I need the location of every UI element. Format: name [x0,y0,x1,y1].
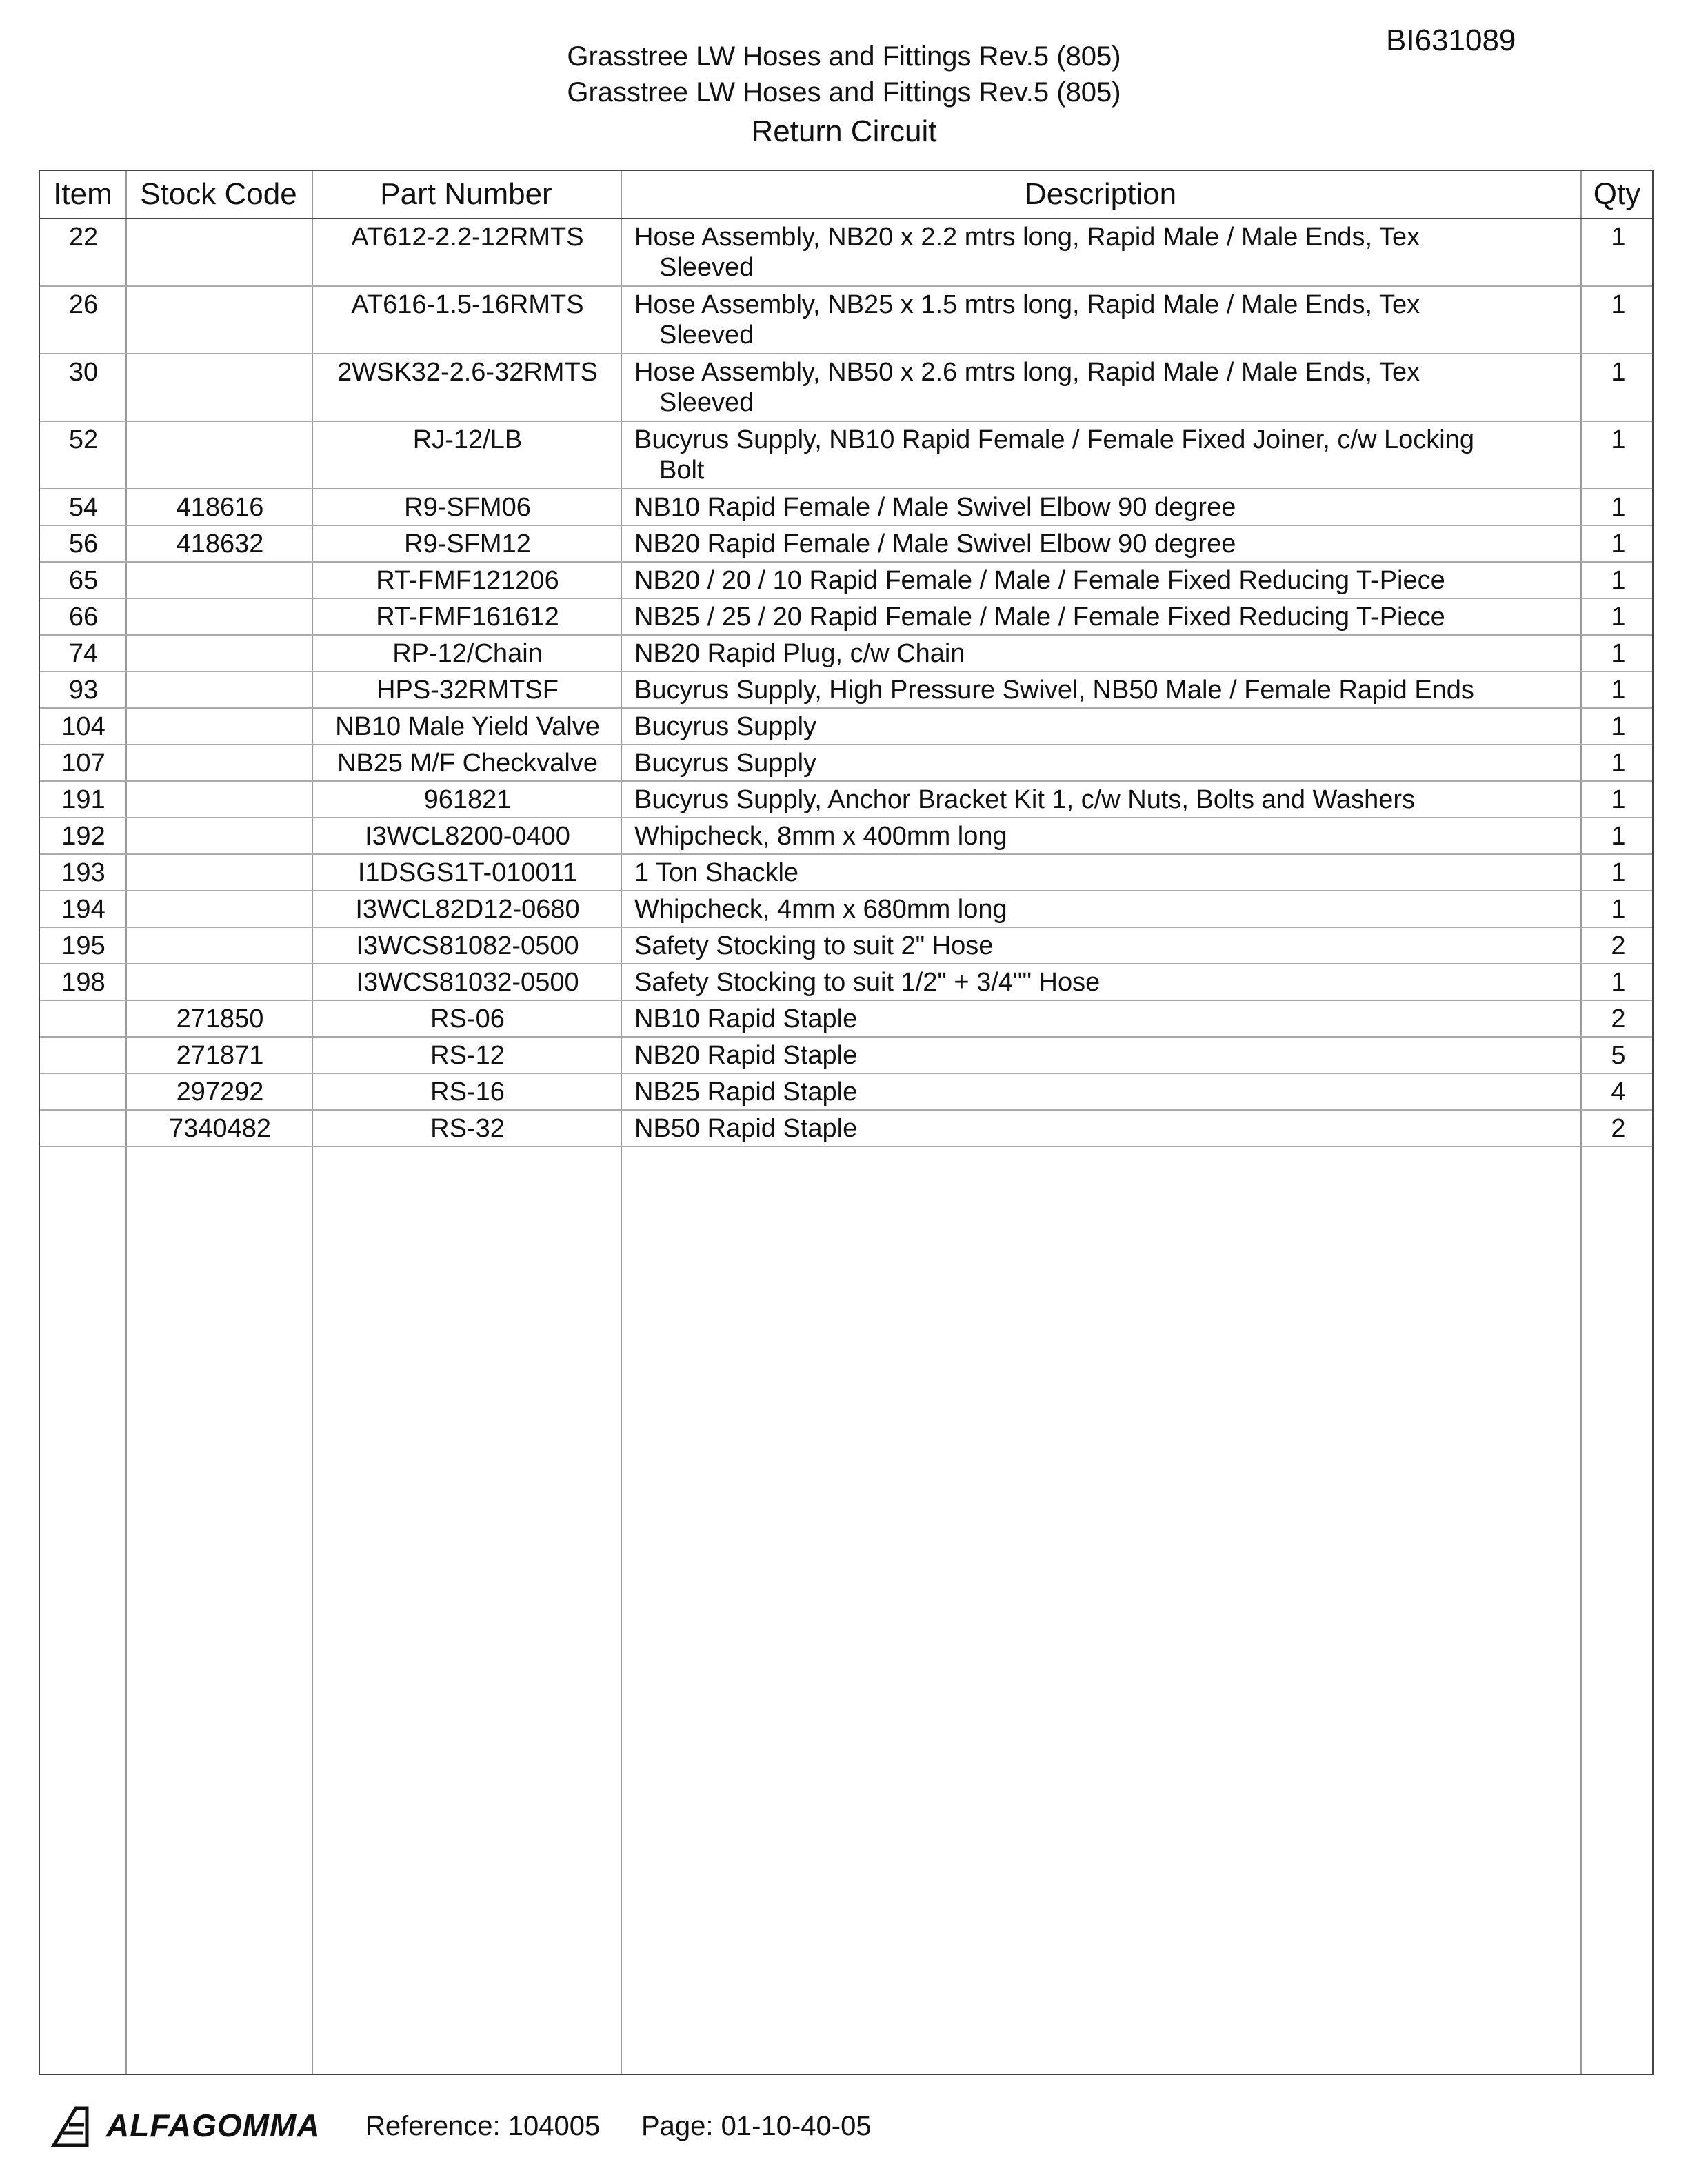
cell-qty: 1 [1611,290,1626,319]
cell-part-number: 2WSK32-2.6-32RMTS [336,358,598,387]
cell-part-number: RS-32 [430,1114,505,1143]
cell-description [634,222,1620,283]
cell-description [634,492,1620,523]
cell-item: 56 [68,529,99,558]
header-part-number: Part Number [380,177,552,211]
table-row [40,963,1652,1001]
cell-part-number: I3WCS81032-0500 [356,968,579,997]
cell-qty: 1 [1611,358,1626,387]
cell-description [634,967,1620,998]
table-row [40,598,1652,636]
cell-qty: 1 [1611,895,1626,924]
cell-item: 191 [61,785,106,814]
table-row [40,853,1652,891]
cell-part-number: NB10 Male Yield Valve [335,712,600,741]
cell-qty: 4 [1611,1078,1626,1106]
table-row [40,353,1652,422]
cell-stock-code: 418632 [176,529,264,558]
description-line: 1 Ton Shackle [634,858,799,887]
cell-stock-code: 7340482 [169,1114,271,1143]
cell-part-number: RS-06 [430,1004,505,1033]
cell-qty: 5 [1611,1041,1626,1070]
table-row [40,817,1652,855]
table-row [40,671,1652,709]
cell-stock-code: 418616 [176,493,264,522]
cell-qty: 1 [1611,968,1626,997]
footer [48,2101,1634,2150]
cell-item: 193 [61,858,106,887]
cell-description [634,1004,1620,1034]
table-row [40,285,1652,354]
reference [365,2111,600,2142]
cell-description [634,425,1620,485]
cell-qty: 1 [1611,603,1626,631]
description-line: Bucyrus Supply, NB10 Rapid Female / Female Fixed Joiner, c/w Locking [634,425,1474,454]
cell-stock-code: 271871 [176,1041,264,1070]
description-line: NB50 Rapid Staple [634,1114,858,1143]
cell-description [634,290,1620,350]
description-continuation: Sleeved [659,388,754,417]
table-row [40,744,1652,782]
alfagomma-logo-icon [48,2101,97,2150]
description-line: NB20 / 20 / 10 Rapid Female / Male / Female Fixed Reducing T-Piece [634,566,1445,595]
cell-part-number: HPS-32RMTSF [376,676,559,705]
cell-item: 54 [68,493,99,522]
reference-label: Reference: [365,2111,501,2141]
cell-item: 26 [68,290,99,319]
cell-qty: 1 [1611,712,1626,741]
table-row [40,1000,1652,1038]
cell-item: 65 [68,566,99,595]
description-continuation: Bolt [659,456,705,485]
cell-qty: 1 [1611,493,1626,522]
page-label: Page: [641,2111,714,2141]
cell-description [634,565,1620,596]
description-line: NB20 Rapid Plug, c/w Chain [634,639,965,668]
description-continuation: Sleeved [659,253,754,282]
cell-part-number: I3WCL82D12-0680 [355,895,580,924]
table-row [40,488,1652,526]
table-row [40,525,1652,563]
cell-qty: 2 [1611,1004,1626,1033]
cell-qty: 1 [1611,425,1626,454]
header-qty: Qty [1593,177,1641,211]
cell-description [634,931,1620,961]
table-row [40,561,1652,599]
cell-description [634,675,1620,705]
cell-part-number: RT-FMF121206 [376,566,559,595]
description-line: NB10 Rapid Female / Male Swivel Elbow 90 degree [634,493,1236,522]
table-row [40,780,1652,818]
header-item: Item [53,177,112,211]
cell-description [634,529,1620,559]
description-line: Whipcheck, 8mm x 400mm long [634,822,1007,851]
cell-qty: 2 [1611,931,1626,960]
table-row [40,927,1652,964]
description-line: Safety Stocking to suit 1/2" + 3/4"" Hose [634,968,1101,997]
cell-description [634,602,1620,632]
logo-text: ALFAGOMMA [106,2107,321,2143]
cell-qty: 1 [1611,566,1626,595]
cell-part-number: AT612-2.2-12RMTS [351,223,584,252]
cell-part-number: RJ-12/LB [412,425,523,454]
cell-item: 107 [61,749,106,778]
cell-item: 74 [68,639,99,668]
document-id: BI631089 [1386,23,1516,57]
description-line: Safety Stocking to suit 2" Hose [634,931,994,960]
description-line: NB20 Rapid Female / Male Swivel Elbow 90 degree [634,529,1236,558]
cell-description [634,748,1620,778]
subtitle: Return Circuit [751,114,937,148]
cell-part-number: I3WCL8200-0400 [365,822,570,851]
header-stock-code: Stock Code [140,177,297,211]
description-line: NB25 Rapid Staple [634,1078,858,1106]
table-row [40,421,1652,489]
cell-qty: 1 [1611,858,1626,887]
cell-part-number: RP-12/Chain [392,639,543,668]
cell-item: 198 [61,968,106,997]
description-line: NB10 Rapid Staple [634,1004,858,1033]
title-line-1: Grasstree LW Hoses and Fittings Rev.5 (805) [567,41,1121,72]
cell-description [634,1040,1620,1071]
cell-item: 22 [68,223,99,252]
description-line: NB25 / 25 / 20 Rapid Female / Male / Female Fixed Reducing T-Piece [634,603,1445,631]
cell-part-number: RS-16 [430,1078,505,1106]
cell-qty: 1 [1611,639,1626,668]
cell-item: 93 [68,676,99,705]
cell-description [634,711,1620,742]
description-line: Bucyrus Supply, Anchor Bracket Kit 1, c/w Nuts, Bolts and Washers [634,785,1416,814]
cell-stock-code: 297292 [176,1078,264,1106]
cell-item: 195 [61,931,106,960]
cell-description [634,357,1620,418]
cell-part-number: R9-SFM06 [404,493,531,522]
cell-part-number: I1DSGS1T-010011 [357,858,578,887]
description-line: Hose Assembly, NB20 x 2.2 mtrs long, Rapid Male / Male Ends, Tex [634,223,1420,252]
cell-part-number: AT616-1.5-16RMTS [351,290,584,319]
description-line: Bucyrus Supply, High Pressure Swivel, NB50 Male / Female Rapid Ends [634,676,1474,705]
cell-part-number: RT-FMF161612 [376,603,559,631]
cell-qty: 1 [1611,676,1626,705]
cell-item: 52 [68,425,99,454]
cell-description [634,1077,1620,1107]
cell-description [634,1113,1620,1144]
table-row [40,1073,1652,1111]
cell-qty: 1 [1611,223,1626,252]
page-number [641,2111,872,2142]
description-line: Whipcheck, 4mm x 680mm long [634,895,1007,924]
table-row [40,1036,1652,1074]
cell-part-number: 961821 [423,785,512,814]
description-line: Bucyrus Supply [634,712,817,741]
cell-qty: 1 [1611,785,1626,814]
cell-description [634,894,1620,924]
cell-qty: 1 [1611,822,1626,851]
description-line: NB20 Rapid Staple [634,1041,858,1070]
cell-stock-code: 271850 [176,1004,264,1033]
cell-qty: 2 [1611,1114,1626,1143]
description-line: Hose Assembly, NB50 x 2.6 mtrs long, Rapid Male / Male Ends, Tex [634,358,1420,387]
table-row [40,890,1652,928]
reference-value: 104005 [508,2111,601,2141]
table-row [40,707,1652,745]
cell-description [634,785,1620,815]
table-row [40,218,1652,287]
cell-item: 30 [68,358,99,387]
cell-item: 194 [61,895,106,924]
title-line-2: Grasstree LW Hoses and Fittings Rev.5 (805) [567,77,1121,108]
cell-part-number: R9-SFM12 [404,529,531,558]
cell-part-number: I3WCS81082-0500 [356,931,579,960]
cell-qty: 1 [1611,749,1626,778]
cell-item: 104 [61,712,106,741]
cell-description [634,638,1620,669]
cell-description [634,821,1620,851]
description-continuation: Sleeved [659,321,754,350]
cell-qty: 1 [1611,529,1626,558]
page-value: 01-10-40-05 [721,2111,872,2141]
header-description: Description [1024,177,1177,211]
cell-part-number: RS-12 [430,1041,505,1070]
cell-item: 192 [61,822,106,851]
description-line: Hose Assembly, NB25 x 1.5 mtrs long, Rapid Male / Male Ends, Tex [634,290,1420,319]
parts-table [39,170,1654,2075]
table-row [40,1109,1652,1147]
cell-description [634,858,1620,888]
cell-item: 66 [68,603,99,631]
table-row [40,634,1652,672]
description-line: Bucyrus Supply [634,749,817,778]
cell-part-number: NB25 M/F Checkvalve [336,749,598,778]
